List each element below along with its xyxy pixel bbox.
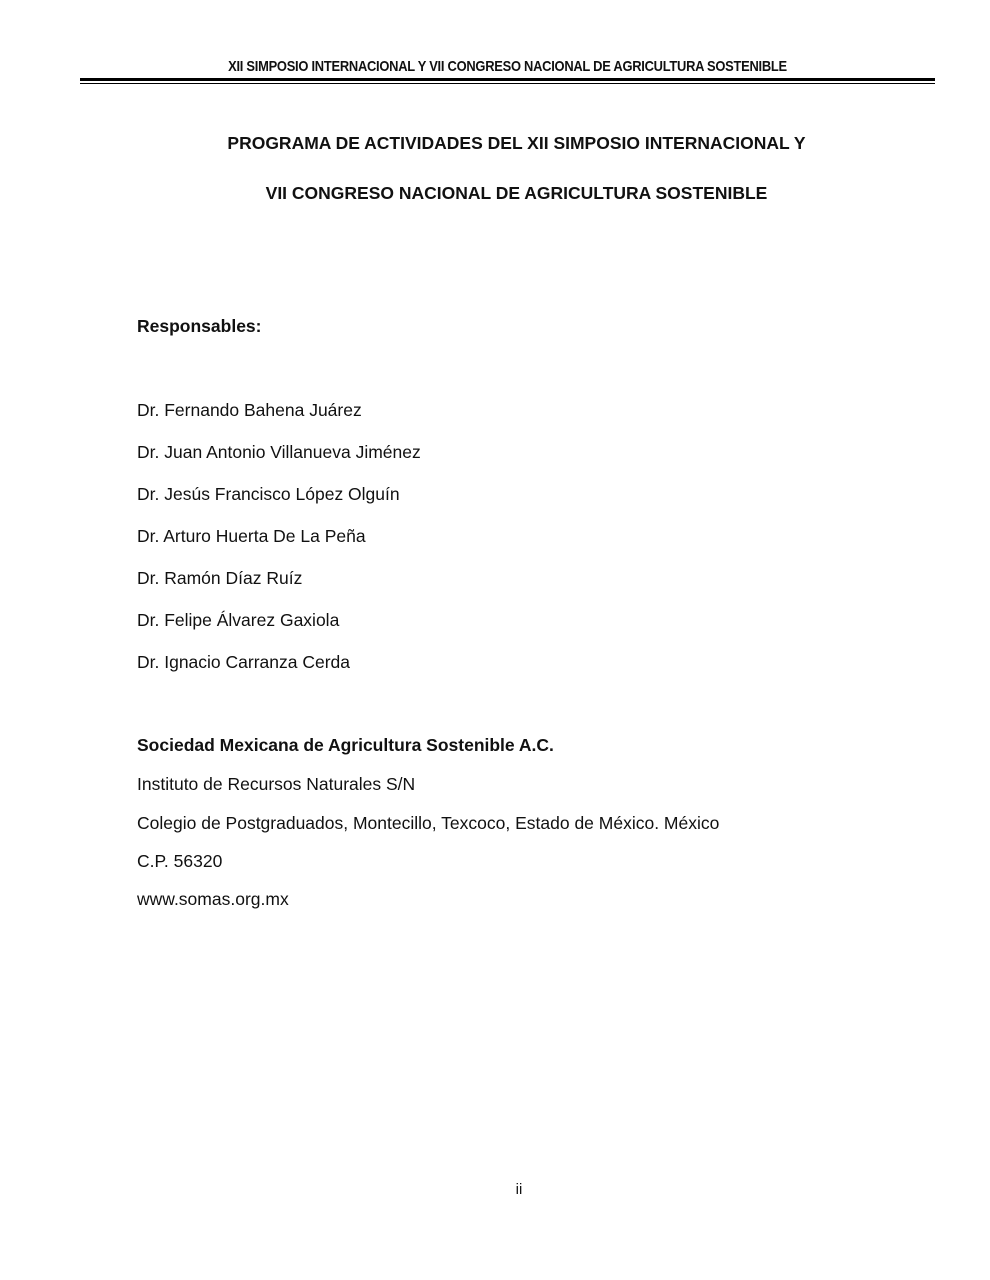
organization-postal-code: C.P. 56320 bbox=[137, 851, 223, 871]
organization-website-link[interactable]: www.somas.org.mx bbox=[137, 889, 289, 909]
responsables-label: Responsables: bbox=[137, 316, 262, 336]
organization-address-line-1: Instituto de Recursos Naturales S/N bbox=[137, 774, 416, 794]
organization-name: Sociedad Mexicana de Agricultura Sostenible A.C. bbox=[137, 735, 554, 755]
page-number: ii bbox=[515, 1181, 523, 1198]
header-rule-thick bbox=[80, 78, 935, 81]
running-header-title: XII SIMPOSIO INTERNACIONAL Y VII CONGRESO NACIONAL DE AGRICULTURA SOSTENIBLE bbox=[228, 58, 787, 75]
organization-address-line-2: Colegio de Postgraduados, Montecillo, Texcoco, Estado de México. México bbox=[137, 813, 720, 833]
responsable-name: Dr. Ignacio Carranza Cerda bbox=[137, 652, 351, 672]
header-rule-thin bbox=[80, 83, 935, 84]
responsable-name: Dr. Juan Antonio Villanueva Jiménez bbox=[137, 442, 421, 462]
responsable-name: Dr. Ramón Díaz Ruíz bbox=[137, 568, 303, 588]
document-title-line-1: PROGRAMA DE ACTIVIDADES DEL XII SIMPOSIO INTERNACIONAL Y bbox=[227, 133, 806, 153]
document-title-line-2: VII CONGRESO NACIONAL DE AGRICULTURA SOSTENIBLE bbox=[265, 183, 768, 203]
responsable-name: Dr. Felipe Álvarez Gaxiola bbox=[137, 610, 340, 630]
responsable-name: Dr. Arturo Huerta De La Peña bbox=[137, 526, 366, 546]
responsable-name: Dr. Fernando Bahena Juárez bbox=[137, 400, 362, 420]
responsable-name: Dr. Jesús Francisco López Olguín bbox=[137, 484, 400, 504]
